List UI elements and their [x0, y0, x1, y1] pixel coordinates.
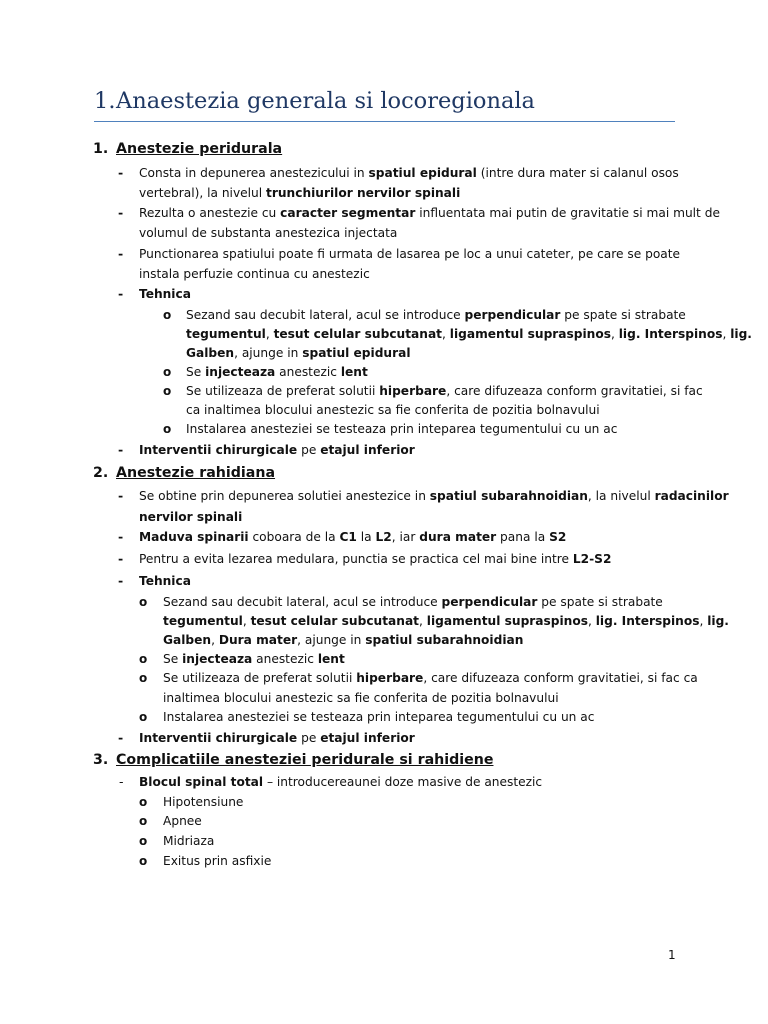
text-line: [163, 832, 214, 852]
text-run: pe spate si strabate: [537, 595, 663, 609]
list-dash-marker: -: [118, 730, 124, 745]
text-run: Pentru a evita lezarea medulara, punctia se practica cel mai bine intre: [139, 552, 573, 566]
text-run: pana la: [496, 530, 550, 544]
text-run: ,: [699, 614, 708, 628]
text-run: , iar: [391, 530, 420, 544]
list-dash-marker: -: [118, 573, 124, 588]
list-bullet-marker: o: [139, 595, 148, 609]
bold-text: tesut celular subcutanat: [273, 327, 443, 341]
list-dash-marker: -: [119, 774, 124, 789]
text-run: influentata mai putin de gravitatie si mai mult de: [415, 206, 720, 220]
text-run: ,: [610, 327, 619, 341]
text-line: [163, 852, 271, 872]
bold-text: Galben: [163, 633, 212, 647]
text-run: , ajunge in: [297, 633, 366, 647]
bold-text: lig. Interspinos: [618, 327, 723, 341]
text-run: , la nivelul: [587, 489, 655, 503]
bold-text: L2: [375, 530, 392, 544]
bold-text: spatiul epidural: [302, 346, 411, 360]
text-run: Exitus prin asfixie: [163, 854, 272, 868]
text-run: Sezand sau decubit lateral, acul se introduce: [163, 595, 442, 609]
text-line: [186, 420, 617, 440]
text-run: vertebral), la nivelul: [139, 186, 267, 200]
section-heading-3: 3. Complicatiile anesteziei peridurale si rahidiene: [93, 752, 494, 768]
text-run: pe spate si strabate: [560, 308, 686, 322]
list-bullet-marker: o: [163, 308, 172, 322]
text-run: ,: [722, 327, 731, 341]
text-line: [163, 631, 523, 651]
bold-text: lig.: [730, 327, 752, 341]
bold-text: spatiul subarahnoidian: [429, 489, 588, 503]
list-bullet-marker: o: [163, 422, 172, 436]
text-line: [139, 572, 191, 592]
bold-text: L2-S2: [572, 552, 612, 566]
section-heading-2: 2. Anestezie rahidiana: [93, 465, 276, 481]
text-run: ,: [242, 614, 251, 628]
text-line: [163, 669, 698, 689]
text-run: ca inaltimea blocului anestezic sa fie conferita de pozitia bolnavului: [186, 403, 600, 417]
text-run: Se utilizeaza de preferat solutii: [186, 384, 380, 398]
bold-text: tegumentul: [186, 327, 266, 341]
text-run: ,: [211, 633, 219, 647]
page-title: [94, 88, 675, 122]
list-dash-marker: -: [118, 205, 124, 220]
text-run: Apnee: [163, 814, 202, 828]
text-run: – introducereaunei doze masive de anestezic: [263, 775, 543, 789]
page-title-number: 1.: [94, 88, 116, 114]
text-line: [186, 401, 600, 421]
bold-text: Tehnica: [139, 574, 191, 588]
text-line: [139, 204, 720, 224]
list-dash-marker: -: [118, 488, 124, 503]
text-run: ,: [265, 327, 274, 341]
text-line: [139, 441, 415, 461]
bold-text: C1: [339, 530, 357, 544]
section-heading-1: 1. Anestezie peridurala: [93, 141, 283, 157]
bold-text: lig. Interspinos: [595, 614, 700, 628]
bold-text: spatiul subarahnoidian: [365, 633, 524, 647]
text-run: Se: [186, 365, 206, 379]
text-run: volumul de substanta anestezica injectata: [139, 226, 398, 240]
bold-text: lent: [317, 652, 345, 666]
list-bullet-marker: o: [163, 384, 172, 398]
text-run: Hipotensiune: [163, 795, 244, 809]
text-line: [163, 650, 345, 670]
text-line: [186, 325, 752, 345]
text-line: [186, 363, 368, 383]
text-line: [163, 593, 663, 613]
bold-text: tesut celular subcutanat: [250, 614, 420, 628]
list-dash-marker: -: [118, 286, 124, 301]
list-bullet-marker: o: [139, 814, 148, 828]
text-line: [186, 382, 703, 402]
text-line: [139, 773, 542, 793]
bold-text: Interventii chirurgicale: [139, 443, 298, 457]
text-run: Se utilizeaza de preferat solutii: [163, 671, 357, 685]
text-line: [139, 528, 566, 548]
text-run: , care difuzeaza conform gravitatiei, si fac: [446, 384, 703, 398]
text-line: [139, 550, 611, 570]
bold-text: nervilor spinali: [139, 510, 243, 524]
list-bullet-marker: o: [139, 854, 148, 868]
text-run: coboara de la: [248, 530, 340, 544]
text-run: Se: [163, 652, 183, 666]
text-run: Punctionarea spatiului poate fi urmata de lasarea pe loc a unui cateter, pe care se poate: [139, 247, 681, 261]
list-dash-marker: -: [118, 442, 124, 457]
bold-text: dura mater: [419, 530, 497, 544]
text-line: [139, 224, 397, 244]
bold-text: Blocul spinal total: [139, 775, 264, 789]
list-bullet-marker: o: [139, 710, 148, 724]
bold-text: injecteaza: [182, 652, 253, 666]
text-run: instala perfuzie continua cu anestezic: [139, 267, 370, 281]
bold-text: Interventii chirurgicale: [139, 731, 298, 745]
text-line: [139, 265, 370, 285]
bold-text: radacinilor: [654, 489, 729, 503]
text-run: Sezand sau decubit lateral, acul se introduce: [186, 308, 465, 322]
bold-text: lig.: [707, 614, 729, 628]
list-dash-marker: -: [118, 246, 124, 261]
bold-text: Galben: [186, 346, 235, 360]
bold-text: Maduva spinarii: [139, 530, 249, 544]
list-bullet-marker: o: [139, 834, 148, 848]
bold-text: tegumentul: [163, 614, 243, 628]
text-line: [139, 245, 680, 265]
text-run: ,: [419, 614, 427, 628]
text-run: Instalarea anesteziei se testeaza prin inteparea tegumentului cu un ac: [163, 710, 595, 724]
text-run: , ajunge in: [234, 346, 303, 360]
text-line: [139, 285, 191, 305]
text-run: Consta in depunerea anestezicului in: [139, 166, 369, 180]
bold-text: perpendicular: [464, 308, 561, 322]
text-line: [139, 164, 679, 184]
text-run: ,: [442, 327, 450, 341]
text-run: , care difuzeaza conform gravitatiei, si fac ca: [423, 671, 698, 685]
text-run: anestezic: [252, 652, 318, 666]
text-line: [163, 689, 559, 709]
text-run: (intre dura mater si calanul osos: [476, 166, 679, 180]
text-line: [139, 487, 729, 507]
text-line: [186, 306, 686, 326]
bold-text: Tehnica: [139, 287, 191, 301]
text-line: [163, 793, 243, 813]
page-title-text: Anaestezia generala si locoregionala: [116, 88, 535, 114]
bold-text: etajul inferior: [320, 731, 415, 745]
page-number: 1: [668, 948, 676, 962]
text-line: [139, 729, 415, 749]
list-bullet-marker: o: [139, 671, 148, 685]
text-run: Instalarea anesteziei se testeaza prin inteparea tegumentului cu un ac: [186, 422, 618, 436]
bold-text: perpendicular: [441, 595, 538, 609]
bold-text: spatiul epidural: [368, 166, 477, 180]
bold-text: injecteaza: [205, 365, 276, 379]
list-bullet-marker: o: [139, 795, 148, 809]
list-dash-marker: -: [118, 165, 124, 180]
text-run: anestezic: [275, 365, 341, 379]
text-run: Midriaza: [163, 834, 215, 848]
text-run: pe: [297, 443, 321, 457]
text-run: Se obtine prin depunerea solutiei anestezice in: [139, 489, 430, 503]
text-run: ,: [587, 614, 596, 628]
bold-text: trunchiurilor nervilor spinali: [266, 186, 461, 200]
bold-text: etajul inferior: [320, 443, 415, 457]
text-line: [139, 508, 242, 528]
text-line: [163, 812, 202, 832]
bold-text: hiperbare: [379, 384, 447, 398]
bold-text: hiperbare: [356, 671, 424, 685]
text-run: la: [356, 530, 376, 544]
bold-text: Dura mater: [218, 633, 298, 647]
text-run: inaltimea blocului anestezic sa fie conferita de pozitia bolnavului: [163, 691, 559, 705]
text-run: Rezulta o anestezie cu: [139, 206, 281, 220]
list-bullet-marker: o: [139, 652, 148, 666]
text-line: [163, 612, 729, 632]
text-run: pe: [297, 731, 321, 745]
text-line: [163, 708, 594, 728]
list-dash-marker: -: [118, 551, 124, 566]
list-dash-marker: -: [118, 529, 124, 544]
bold-text: ligamentul supraspinos: [449, 327, 611, 341]
text-line: [139, 184, 460, 204]
bold-text: lent: [340, 365, 368, 379]
text-line: [186, 344, 411, 364]
bold-text: ligamentul supraspinos: [426, 614, 588, 628]
bold-text: caracter segmentar: [280, 206, 416, 220]
bold-text: S2: [549, 530, 567, 544]
list-bullet-marker: o: [163, 365, 172, 379]
